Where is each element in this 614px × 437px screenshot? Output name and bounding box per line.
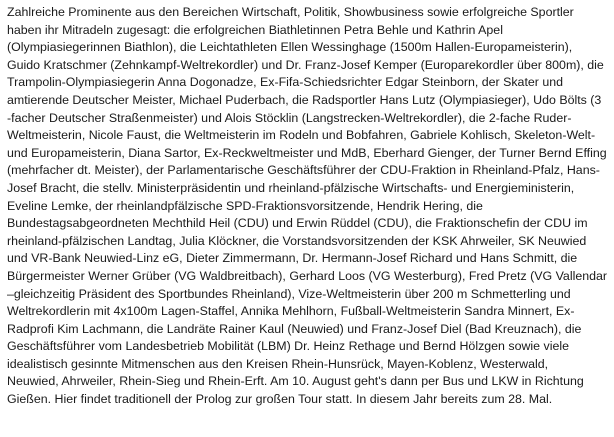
article-line: (Olympiasiegerinnen Biathlon), die Leichtathleten Ellen Wessinghage (1500m Hallen-Europameisterin), xyxy=(7,40,573,55)
article-line: Gießen. Hier findet traditionell der Prolog zur großen Tour statt. In diesem Jahr bereits zum 28. Mal. xyxy=(7,392,553,407)
article-body xyxy=(7,4,611,409)
article-line: Radprofi Kim Lachmann, die Landräte Rainer Kaul (Neuwied) und Franz-Josef Diel (Bad Kreuznach), die xyxy=(7,321,582,336)
article-line: Josef Bracht, die stellv. Ministerpräsidentin und rheinland-pfälzische Wirtschafts- und Energieministerin, xyxy=(7,180,575,195)
article-line: und VR-Bank Neuwied-Linz eG, Dieter Zimmermann, Dr. Hermann-Josef Richard und Hans Schmitt, die xyxy=(7,251,578,266)
article-line: -facher Deutscher Straßenmeister) und Alois Stöcklin (Langstrecken-Weltrekordler), die 2-fache Ruder- xyxy=(7,110,572,125)
article-line: amtierende Deutscher Meister, Michael Puderbach, die Radsportler Hans Lutz (Olympiasieger), Udo Bölts (3 xyxy=(7,92,602,107)
article-line: rheinland-pfälzischen Landtag, Julia Klöckner, die Vorstandsvorsitzenden der KSK Ahrweiler, SK Neuwied xyxy=(7,233,587,248)
article-line: Weltmeisterin, Nicole Faust, die Weltmeisterin im Rodeln und Bobfahren, Gabriele Kohlisch, Skeleton-Welt- xyxy=(7,128,596,143)
article-line: haben ihr Mitradeln zugesagt: die erfolgreichen Biathletinnen Petra Behle und Kathrin Apel xyxy=(7,22,503,37)
article-line: (mehrfacher dt. Meister), der Parlamentarische Geschäftsführer der CDU-Fraktion in Rheinland-Pfalz, Hans- xyxy=(7,163,600,178)
article-line: Geschäftsführer vom Landesbetrieb Mobilität (LBM) Dr. Heinz Rethage und Bernd Hölzgen sowie viele xyxy=(7,339,569,354)
article-line: Eveline Lemke, der rheinlandpfälzische SPD-Fraktionsvorsitzende, Hendrik Hering, die xyxy=(7,198,483,213)
article-line: Bundestagsabgeordneten Mechthild Heil (CDU) und Erwin Rüddel (CDU), die Fraktionschefin der CDU im xyxy=(7,216,588,231)
article-line: Zahlreiche Prominente aus den Bereichen Wirtschaft, Politik, Showbusiness sowie erfolgreiche Sportler xyxy=(7,5,574,19)
article-line: und Europameisterin, Diana Sartor, Ex-Reckweltmeister und MdB, Eberhard Gienger, der Turner Bernd Effing xyxy=(7,145,607,160)
article-line: Bürgermeister Werner Grüber (VG Waldbreitbach), Gerhard Loos (VG Westerburg), Fred Pretz (VG Vallendar xyxy=(7,268,608,283)
article-line: –gleichzeitig Präsident des Sportbundes Rheinland), Vize-Weltmeisterin über 200 m Schmetterling und xyxy=(7,286,571,301)
article-line: Guido Kratschmer (Zehnkampf-Weltrekordler) und Dr. Franz-Josef Kemper (Europarekordler über 800m), die xyxy=(7,57,604,72)
article-line: Neuwied, Ahrweiler, Rhein-Sieg und Rhein-Erft. Am 10. August geht's dann per Bus und LKW in Richtung xyxy=(7,374,584,389)
article-line: Trampolin-Olympiasiegerin Anna Dogonadze, Ex-Fifa-Schiedsrichter Edgar Steinborn, der Skater und xyxy=(7,75,564,90)
article-line: Weltrekordlerin mit 4x100m Lagen-Staffel, Annika Mehlhorn, Fußball-Weltmeisterin Sandra Minnert, Ex- xyxy=(7,304,575,319)
article-line: idealistisch gesinnte Mitmenschen aus den Kreisen Rhein-Hunsrück, Mayen-Koblenz, Westerwald, xyxy=(7,356,549,371)
